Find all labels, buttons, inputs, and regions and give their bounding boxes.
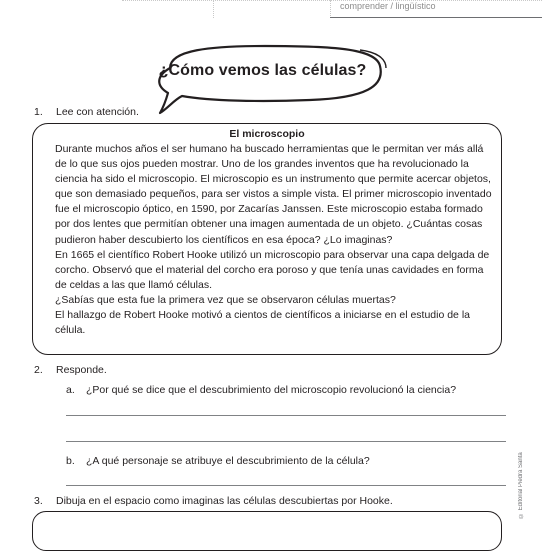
reading-paragraph: ¿Sabías que esta fue la primera vez que se observaron células muertas? xyxy=(55,293,396,306)
competency-label: comprender / lingüístico xyxy=(340,1,436,11)
item-number: 3. xyxy=(34,495,43,507)
header-divider xyxy=(213,0,214,18)
reading-paragraph: El hallazgo de Robert Hooke motivó a cientos de científicos a iniciarse en el estudio de la célula. xyxy=(55,309,470,337)
item-number: 2. xyxy=(34,364,43,376)
question-letter: b. xyxy=(66,455,75,467)
question-text: ¿A qué personaje se atribuye el descubrimiento de la célula? xyxy=(86,455,370,467)
drawing-area[interactable] xyxy=(32,511,502,551)
answer-line[interactable] xyxy=(66,441,506,442)
item-number: 1. xyxy=(34,106,43,118)
answer-line[interactable] xyxy=(66,415,506,416)
instruction-respond: Responde. xyxy=(56,364,107,376)
header-dotted-rule xyxy=(122,0,542,1)
reading-title: El microscopio xyxy=(229,128,305,140)
instruction-read: Lee con atención. xyxy=(56,106,139,118)
answer-line[interactable] xyxy=(66,485,506,486)
instruction-draw: Dibuja en el espacio como imaginas las células descubiertas por Hooke. xyxy=(56,495,393,507)
reading-text xyxy=(55,142,495,338)
header-underline xyxy=(330,17,542,18)
reading-paragraph: En 1665 el científico Robert Hooke utilizó un microscopio para observar una capa delgada de corcho. Observó que el material del corcho era poroso y que tenía unas cavidades en forma de celdas a las que llamó células. xyxy=(55,248,490,291)
question-text: ¿Por qué se dice que el descubrimiento del microscopio revolucionó la ciencia? xyxy=(86,384,457,396)
page-title: ¿Cómo vemos las células? xyxy=(158,62,367,79)
reading-paragraph: Durante muchos años el ser humano ha buscado herramientas que le permitan ver más allá de lo que sus ojos pueden mostrar. Uno de los grandes inventos que ha revolucionado la ciencia ha sido el microscopio. El microscopio es un instrumento que permite acercar objetos, que son demasiado pequeños, para ser vistos a simple vista. El primer microscopio inventado fue el microscopio óptico, en 1590, por Zacarías Janssen. Este microscopio estaba formado por dos lentes que permitían obtener una imagen aumentada de un objeto. ¿Cuántas cosas pudieron haber descubierto los científicos en esa época? ¿Lo imaginas? xyxy=(55,143,492,246)
header-divider xyxy=(330,0,331,18)
publisher-credit: © Editorial Piedra Santa xyxy=(518,452,524,518)
question-letter: a. xyxy=(66,384,75,396)
